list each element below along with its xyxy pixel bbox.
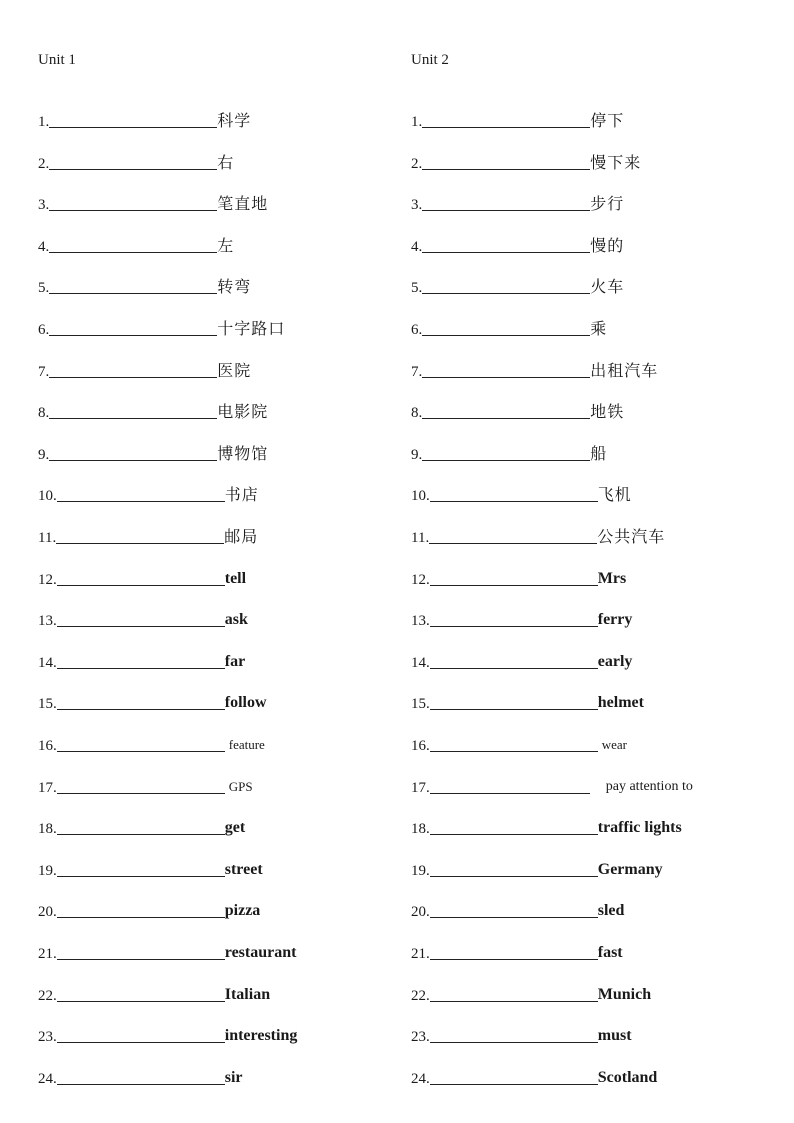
item-number: 11.	[411, 530, 430, 547]
list-item	[411, 963, 693, 1005]
answer-blank[interactable]	[57, 1025, 225, 1043]
answer-blank[interactable]	[57, 900, 225, 918]
item-number: 8.	[411, 405, 423, 422]
list-item	[38, 921, 297, 963]
list-item	[411, 422, 693, 464]
answer-blank[interactable]	[429, 526, 597, 544]
item-number: 21.	[38, 945, 57, 962]
answer-blank[interactable]	[57, 609, 225, 627]
answer-blank[interactable]	[422, 443, 590, 461]
item-word: get	[224, 819, 246, 837]
item-word: 慢下来	[590, 152, 642, 172]
item-number: 8.	[38, 405, 50, 422]
item-word: early	[597, 652, 633, 670]
list-item	[38, 630, 297, 672]
item-number: 2.	[38, 155, 50, 172]
answer-blank[interactable]	[49, 110, 217, 128]
item-number: 16.	[38, 738, 57, 754]
item-number: 10.	[411, 488, 430, 505]
unit2-title: Unit 2	[411, 52, 449, 68]
item-word: restaurant	[224, 943, 297, 961]
list-item	[411, 1005, 693, 1047]
answer-blank[interactable]	[49, 443, 217, 461]
item-word: Munich	[597, 985, 652, 1003]
item-number: 3.	[411, 197, 423, 214]
answer-blank[interactable]	[57, 817, 225, 835]
answer-blank[interactable]	[49, 152, 217, 170]
answer-blank[interactable]	[430, 942, 598, 960]
answer-blank[interactable]	[57, 984, 225, 1002]
answer-blank[interactable]	[430, 484, 598, 502]
unit1-column	[38, 48, 297, 1088]
item-word: 笔直地	[217, 194, 269, 214]
answer-blank[interactable]	[49, 193, 217, 211]
list-item	[38, 713, 297, 755]
item-number: 7.	[38, 363, 50, 380]
item-number: 24.	[38, 1070, 57, 1087]
item-number: 17.	[411, 779, 430, 796]
list-item	[411, 589, 693, 631]
item-word: helmet	[597, 694, 644, 712]
answer-blank[interactable]	[430, 1067, 598, 1085]
item-number: 23.	[411, 1029, 430, 1046]
item-word: 邮局	[224, 527, 259, 547]
answer-blank[interactable]	[57, 734, 225, 752]
item-number: 2.	[411, 155, 423, 172]
item-number: 15.	[411, 696, 430, 713]
list-item	[38, 131, 297, 173]
item-number: 11.	[38, 530, 57, 547]
answer-blank[interactable]	[430, 568, 598, 586]
item-number: 5.	[411, 280, 423, 297]
item-number: 6.	[411, 322, 423, 339]
item-word: 医院	[217, 360, 252, 380]
item-word: 乘	[590, 319, 608, 339]
answer-blank[interactable]	[430, 734, 598, 752]
item-number: 5.	[38, 280, 50, 297]
list-item	[38, 1005, 297, 1047]
list-item	[411, 256, 693, 298]
answer-blank[interactable]	[56, 526, 224, 544]
answer-blank[interactable]	[430, 984, 598, 1002]
list-item	[38, 505, 297, 547]
list-item	[38, 880, 297, 922]
list-item	[411, 797, 693, 839]
item-number: 14.	[411, 654, 430, 671]
item-word: 步行	[590, 194, 625, 214]
item-word: tell	[224, 569, 247, 587]
list-item	[38, 464, 297, 506]
item-word: 博物馆	[217, 443, 269, 463]
answer-blank[interactable]	[57, 859, 225, 877]
list-item	[411, 214, 693, 256]
item-number: 24.	[411, 1070, 430, 1087]
item-number: 19.	[411, 862, 430, 879]
item-word: must	[597, 1027, 632, 1045]
item-word: 火车	[590, 277, 625, 297]
item-word: fast	[597, 943, 623, 961]
list-item	[411, 1046, 693, 1088]
item-number: 23.	[38, 1029, 57, 1046]
item-word: Scotland	[597, 1068, 658, 1086]
list-item	[38, 589, 297, 631]
item-word: 书店	[224, 485, 259, 505]
item-number: 16.	[411, 738, 430, 754]
answer-blank[interactable]	[430, 817, 598, 835]
item-word: 电影院	[217, 402, 269, 422]
list-item	[411, 880, 693, 922]
list-item	[38, 90, 297, 132]
item-word: 十字路口	[217, 319, 286, 339]
answer-blank[interactable]	[57, 776, 225, 794]
item-word: 右	[217, 152, 235, 172]
list-item	[38, 797, 297, 839]
answer-blank[interactable]	[57, 942, 225, 960]
item-number: 10.	[38, 488, 57, 505]
item-word: ferry	[597, 611, 633, 629]
answer-blank[interactable]	[422, 110, 590, 128]
item-number: 1.	[38, 114, 50, 131]
item-word: 飞机	[597, 485, 632, 505]
list-item	[38, 672, 297, 714]
item-word: GPS	[228, 778, 253, 794]
answer-blank[interactable]	[422, 235, 590, 253]
item-word: 船	[590, 443, 608, 463]
item-word: 左	[217, 235, 235, 255]
list-item	[38, 256, 297, 298]
list-item	[411, 339, 693, 381]
list-item	[38, 1046, 297, 1088]
item-word: pay attention to	[605, 778, 693, 794]
item-word: 慢的	[590, 235, 625, 255]
answer-blank[interactable]	[57, 568, 225, 586]
answer-blank[interactable]	[422, 276, 590, 294]
item-number: 21.	[411, 945, 430, 962]
answer-blank[interactable]	[422, 152, 590, 170]
item-number: 20.	[38, 904, 57, 921]
list-item	[411, 547, 693, 589]
item-number: 22.	[411, 987, 430, 1004]
item-word: 公共汽车	[597, 527, 666, 547]
list-item	[38, 755, 297, 797]
item-word: Mrs	[597, 569, 627, 587]
item-word: 出租汽车	[590, 360, 659, 380]
answer-blank[interactable]	[422, 360, 590, 378]
list-item	[411, 381, 693, 423]
list-item	[411, 464, 693, 506]
item-number: 7.	[411, 363, 423, 380]
list-item	[411, 672, 693, 714]
list-item	[38, 381, 297, 423]
answer-blank[interactable]	[49, 276, 217, 294]
item-word: interesting	[224, 1027, 298, 1045]
list-item	[38, 173, 297, 215]
item-number: 9.	[38, 446, 50, 463]
list-item	[38, 838, 297, 880]
item-word: pizza	[224, 902, 261, 920]
answer-blank[interactable]	[430, 859, 598, 877]
unit2-column	[411, 48, 693, 1088]
answer-blank[interactable]	[57, 484, 225, 502]
item-word: sir	[224, 1068, 243, 1086]
list-item	[38, 422, 297, 464]
answer-blank[interactable]	[422, 401, 590, 419]
item-number: 4.	[411, 238, 423, 255]
item-word: 科学	[217, 111, 252, 131]
answer-blank[interactable]	[430, 776, 590, 794]
item-number: 20.	[411, 904, 430, 921]
item-number: 12.	[38, 571, 57, 588]
item-word: sled	[597, 902, 625, 920]
list-item	[38, 963, 297, 1005]
answer-blank[interactable]	[49, 401, 217, 419]
list-item	[38, 297, 297, 339]
item-word: traffic lights	[597, 819, 682, 837]
list-item	[411, 630, 693, 672]
list-item	[411, 755, 693, 797]
list-item	[411, 173, 693, 215]
answer-blank[interactable]	[422, 193, 590, 211]
answer-blank[interactable]	[49, 235, 217, 253]
unit1-title: Unit 1	[38, 52, 76, 68]
answer-blank[interactable]	[57, 651, 225, 669]
list-item	[411, 90, 693, 132]
item-number: 18.	[38, 821, 57, 838]
item-word: Italian	[224, 985, 271, 1003]
item-number: 18.	[411, 821, 430, 838]
item-number: 13.	[411, 613, 430, 630]
item-word: 转弯	[217, 277, 252, 297]
list-item	[38, 214, 297, 256]
item-word: follow	[224, 694, 267, 712]
item-number: 15.	[38, 696, 57, 713]
item-number: 9.	[411, 446, 423, 463]
item-number: 22.	[38, 987, 57, 1004]
item-number: 12.	[411, 571, 430, 588]
answer-blank[interactable]	[49, 360, 217, 378]
item-number: 14.	[38, 654, 57, 671]
list-item	[38, 339, 297, 381]
item-word: 停下	[590, 111, 625, 131]
list-item	[411, 713, 693, 755]
item-number: 19.	[38, 862, 57, 879]
item-word: wear	[601, 737, 628, 752]
answer-blank[interactable]	[57, 692, 225, 710]
list-item	[411, 131, 693, 173]
answer-blank[interactable]	[57, 1067, 225, 1085]
item-word: 地铁	[590, 402, 625, 422]
list-item	[38, 547, 297, 589]
list-item	[411, 921, 693, 963]
item-number: 17.	[38, 779, 57, 796]
item-number: 4.	[38, 238, 50, 255]
answer-blank[interactable]	[430, 651, 598, 669]
item-word: far	[224, 652, 246, 670]
item-number: 6.	[38, 322, 50, 339]
item-word: street	[224, 860, 263, 878]
list-item	[411, 505, 693, 547]
item-number: 3.	[38, 197, 50, 214]
item-number: 13.	[38, 613, 57, 630]
item-word: Germany	[597, 860, 663, 878]
item-word: ask	[224, 611, 248, 629]
list-item	[411, 297, 693, 339]
answer-blank[interactable]	[430, 1025, 598, 1043]
item-number: 1.	[411, 114, 423, 131]
answer-blank[interactable]	[422, 318, 590, 336]
answer-blank[interactable]	[430, 609, 598, 627]
answer-blank[interactable]	[49, 318, 217, 336]
answer-blank[interactable]	[430, 900, 598, 918]
list-item	[411, 838, 693, 880]
item-word: feature	[228, 737, 265, 752]
answer-blank[interactable]	[430, 692, 598, 710]
